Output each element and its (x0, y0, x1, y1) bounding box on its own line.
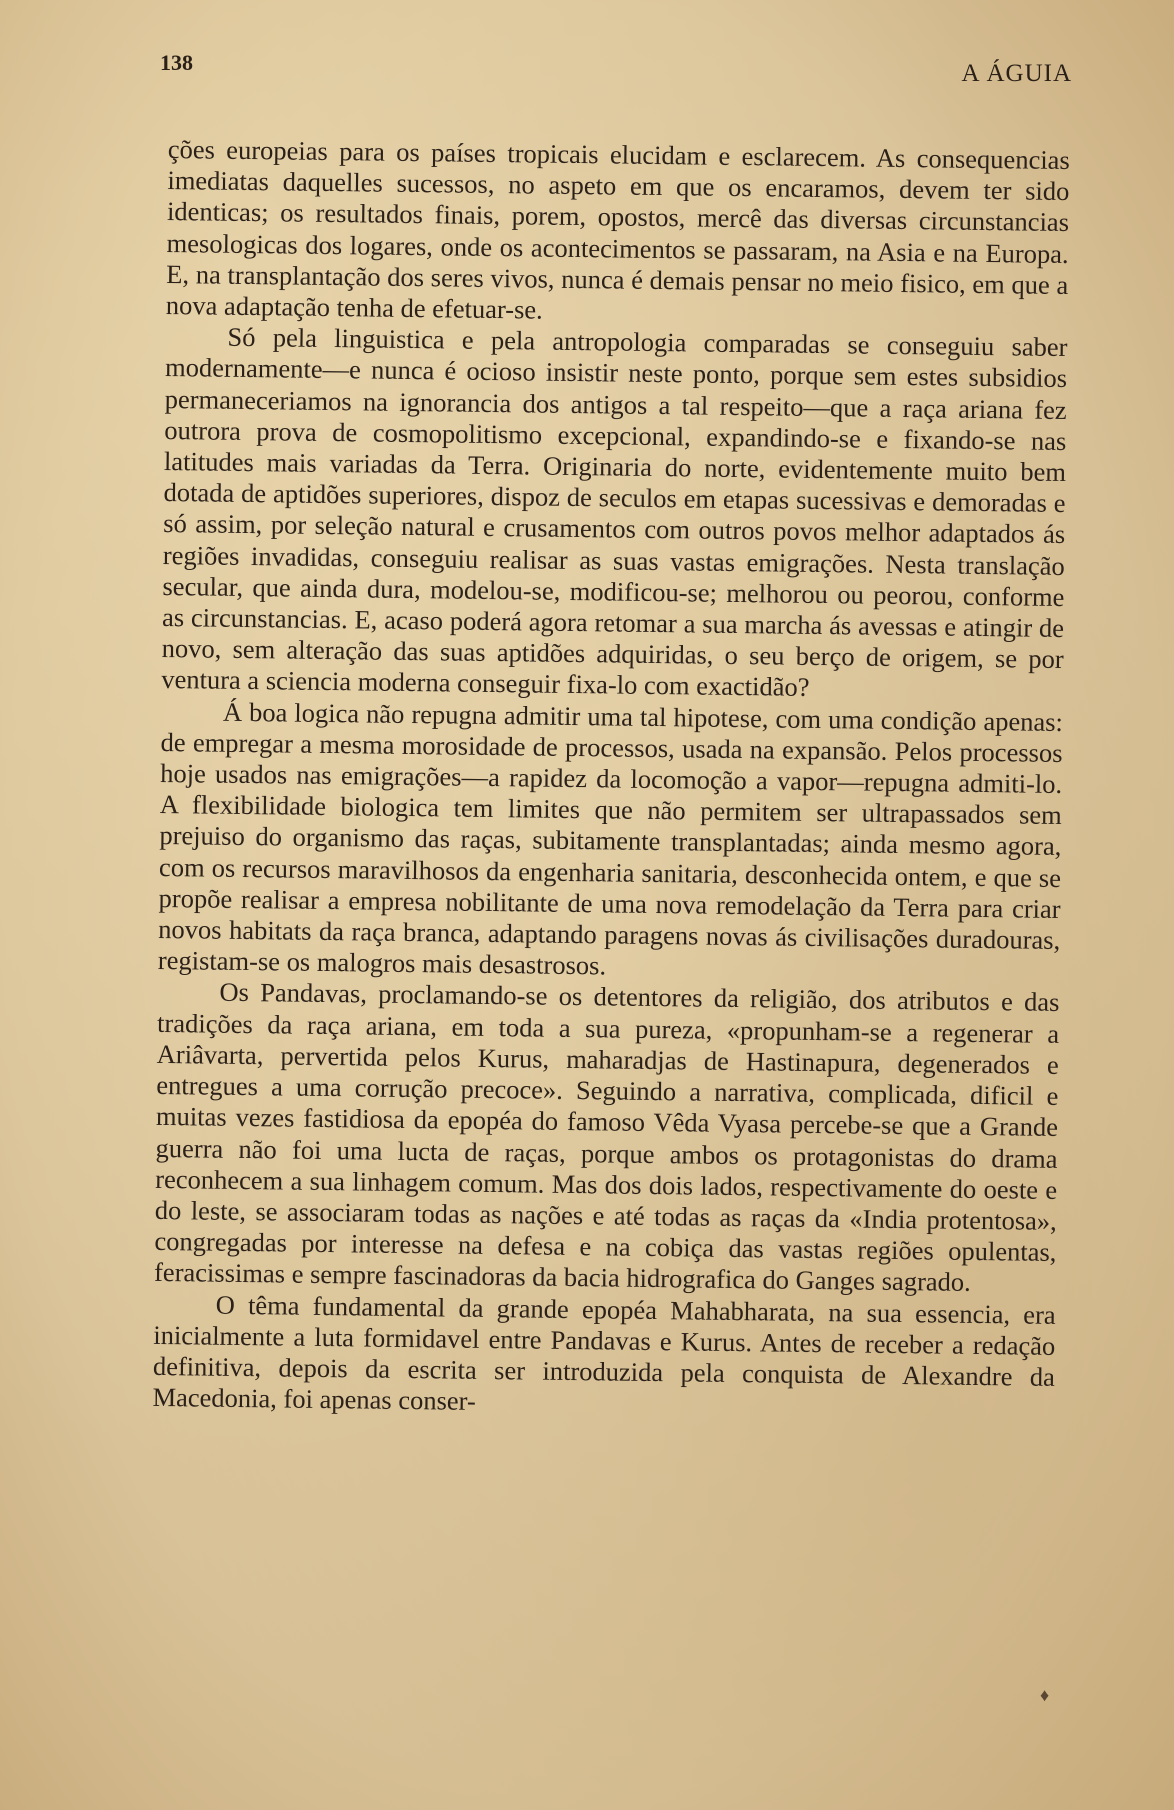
page-number: 138 (160, 50, 193, 75)
running-title: A ÁGUIA (961, 60, 1072, 87)
body-text (152, 134, 1070, 1424)
paragraph: Á boa logica não repugna admitir uma tal hipotese, com uma condição apenas: de empregar a mesma morosidade de processos, usada na expansão. Pelos processos hoje usados nas emigrações—a rapidez da locomoção a vapor—repugna admiti-lo. A flexibilidade biologica tem limites que não permitem ser ultrapassados sem prejuiso do organismo das raças, subitamente transplantadas; ainda mesmo agora, com os recursos maravilhosos da engenharia sanitaria, desconhecida ontem, e que se propõe realisar a empresa nobilitante de uma nova remodelação da Terra para criar novos habitats da raça branca, adaptando paragens novas ás civilisações duradouras, registam-se os malogros mais desastrosos. (157, 696, 1064, 981)
page-header (160, 50, 1072, 90)
paragraph: Só pela linguistica e pela antropologia comparadas se conseguiu saber modernamente—e nunca é ocioso insistir neste ponto, porque sem estes subsidios permaneceriamos na ignorancia dos antigos a tal respeito—que a raça ariana fez outrora prova de cosmopolitismo excepcional, expandindo-se e fixando-se nas latitudes mais variadas da Terra. Originaria do norte, evidentemente muito bem dotada de aptidões superiores, dispoz de seculos em etapas sucessivas e demoradas e só assim, por seleção natural e crusamentos com outros povos melhor adaptados ás regiões invadidas, conseguiu realisar as suas vastas emigrações. Nesta translação secular, que ainda dura, modelou-se, modificou-se; melhorou ou peorou, conforme as circunstancias. E, acaso poderá agora retomar a sua marcha ás avessas e atingir de novo, sem alteração das suas aptidões adquiridas, o seu berço de origem, se por ventura a sciencia moderna conseguir fixa-lo com exactidão? (161, 321, 1068, 703)
paragraph: Os Pandavas, proclamando-se os detentores da religião, dos atributos e das tradições da raça ariana, em toda a sua pureza, «propunham-se a regenerar a Ariâvarta, pervertida pelos Kurus, maharadjas de Hastinapura, degenerados e entregues a uma corrução precoce». Seguindo a narrativa, complicada, dificil e muitas vezes fastidiosa da epopéa do famoso Vêda Vyasa percebe-se que a Grande guerra não foi uma lucta de raças, porque ambos os protagonistas do drama reconhecem a sua linhagem comum. Mas dos dois lados, respectivamente do oeste e do leste, se associaram todas as nações e até todas as raças da «India protentosa», congregadas por interesse na defesa e na cobiça das vastas regiões opulentas, feracissimas e sempre fascinadoras da bacia hidrografica do Ganges sagrado. (153, 977, 1060, 1298)
printer-mark-icon: ♦ (1040, 1685, 1050, 1705)
paragraph: ções europeias para os países tropicais elucidam e esclarecem. As consequencias imediatas daquelles sucessos, no aspeto em que os encaramos, devem ter sido identicas; os resultados finais, porem, opostos, mercê das diversas circunstancias mesologicas dos logares, onde os acontecimentos se passaram, na Asia e na Europa. E, na transplantação dos seres vivos, nunca é demais pensar no meio fisico, em que a nova adaptação tenha de efetuar-se. (165, 134, 1070, 325)
paragraph: O têma fundamental da grande epopéa Mahabharata, na sua essencia, era inicialmente a luta formidavel entre Pandavas e Kurus. Antes de receber a redação definitiva, depois da escrita ser introduzida pela conquista de Alexandre da Macedonia, foi apenas conser- (152, 1289, 1056, 1416)
